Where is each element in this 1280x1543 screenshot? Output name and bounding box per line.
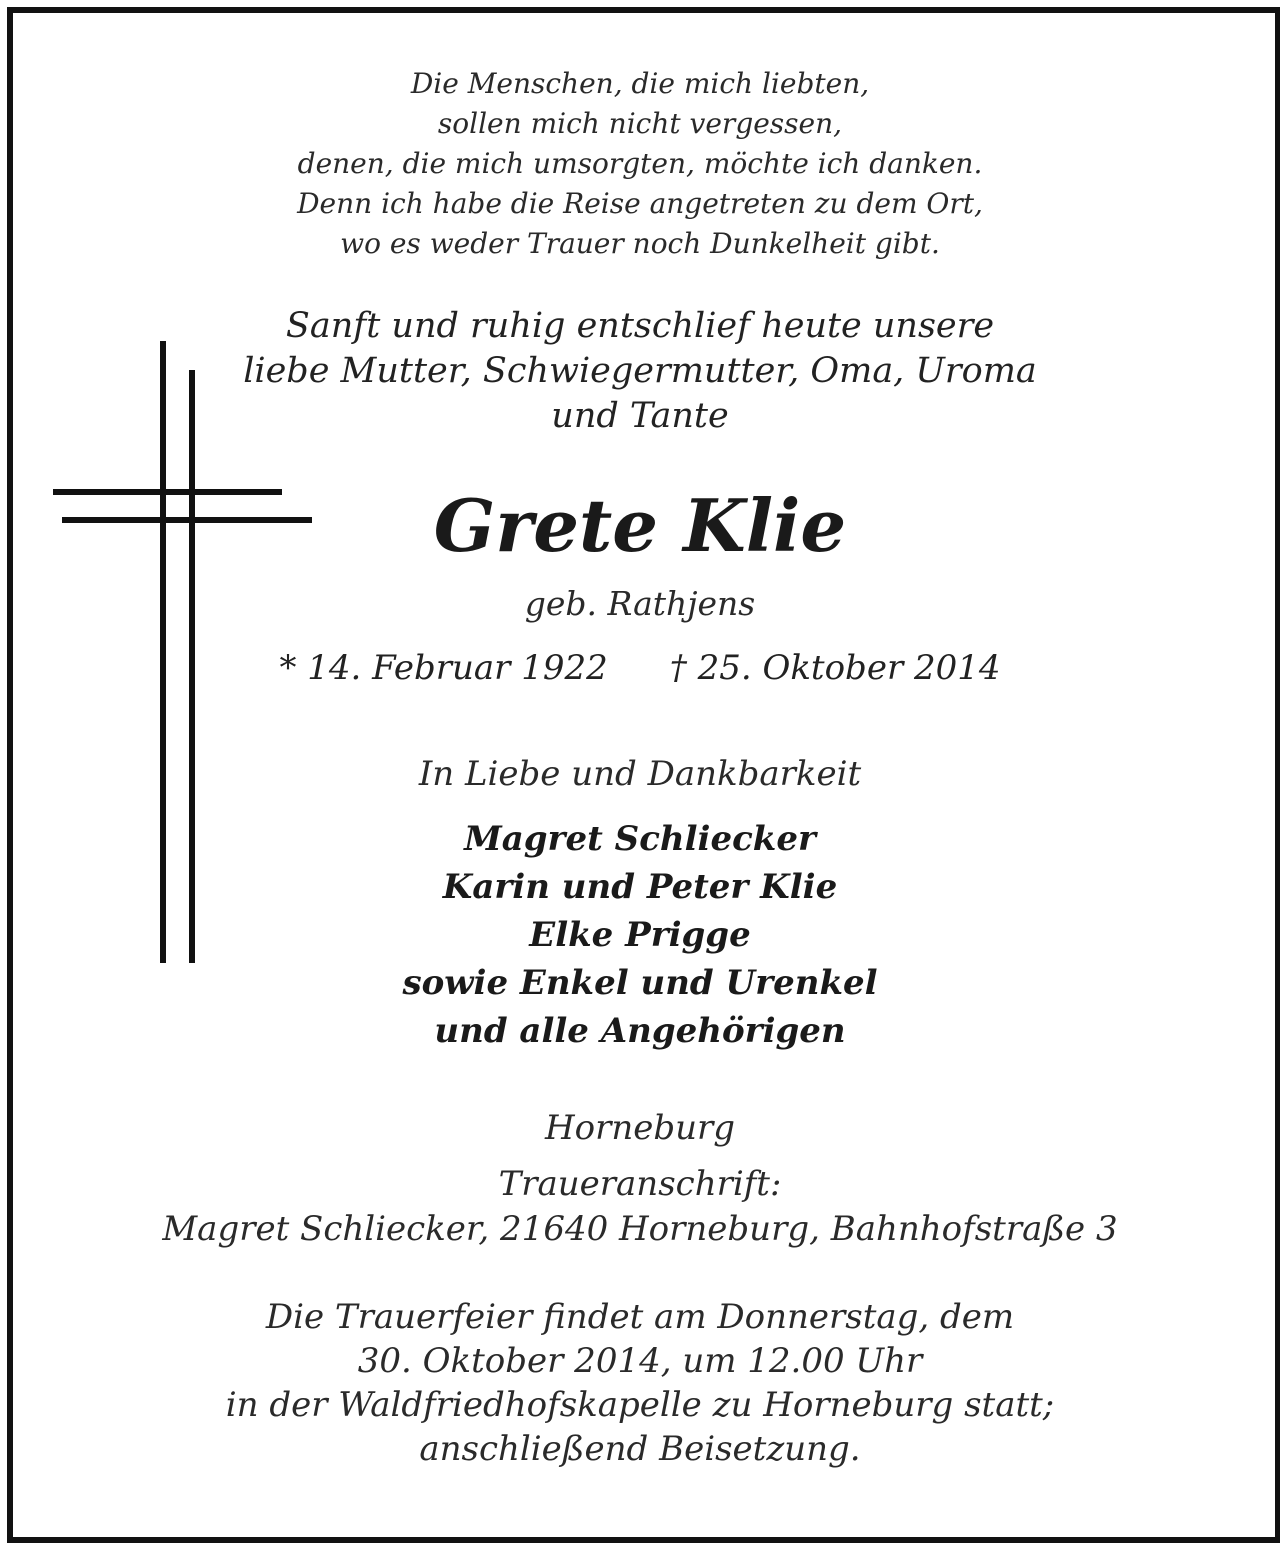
service-line: anschließend Beisetzung. [419,1429,861,1469]
poem-line: Denn ich habe die Reise angetreten zu dem Ort, [297,187,983,220]
funeral-service-info [0,1295,1280,1471]
death-announcement [0,304,1280,439]
mourner: Magret Schliecker [464,819,816,859]
place: Horneburg [544,1108,736,1148]
poem-line: denen, die mich umsorgten, möchte ich danken. [297,147,983,180]
mourner: Karin und Peter Klie [442,867,838,907]
service-line: Die Trauerfeier findet am Donnerstag, dem [265,1297,1015,1337]
poem-line: Die Menschen, die mich liebten, [410,67,870,100]
mourner: Elke Prigge [529,915,751,955]
mourning-address [0,1162,1280,1252]
poem-line: wo es weder Trauer noch Dunkelheit gibt. [340,227,940,260]
poem [0,64,1280,264]
intro-line: Sanft und ruhig entschlief heute unsere [285,306,995,346]
intro-line: und Tante [551,396,729,436]
birth-date: * 14. Februar 1922 [279,648,608,688]
maiden-name: geb. Rathjens [524,584,756,623]
address-label: Traueranschrift: [498,1164,782,1204]
death-date: † 25. Oktober 2014 [669,648,1001,688]
life-dates [0,643,1280,693]
service-line: 30. Oktober 2014, um 12.00 Uhr [357,1341,923,1381]
intro-line: liebe Mutter, Schwiegermutter, Oma, Uroma [243,351,1037,391]
deceased-name: Grete Klie [433,483,847,568]
closing-phrase: In Liebe und Dankbarkeit [418,754,862,794]
address-value: Magret Schliecker, 21640 Horneburg, Bahnhofstraße 3 [162,1209,1118,1249]
mourner: sowie Enkel und Urenkel [402,963,878,1003]
poem-line: sollen mich nicht vergessen, [437,107,843,140]
mourner: und alle Angehörigen [434,1011,846,1051]
mourners-list [0,815,1280,1055]
service-line: in der Waldfriedhofskapelle zu Horneburg statt; [225,1385,1055,1425]
